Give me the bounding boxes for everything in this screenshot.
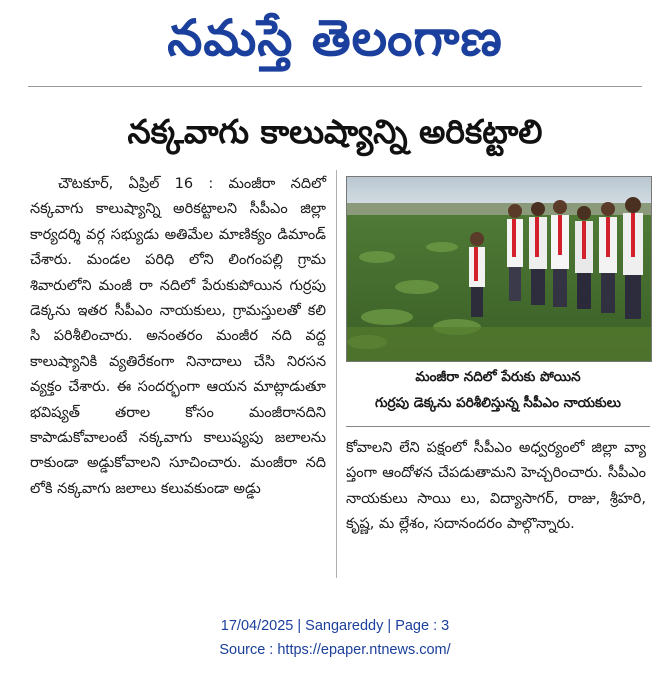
column-divider: [336, 170, 337, 578]
caption-line: గుర్రపు డెక్కను పరిశీలిస్తున్న సీపీఎం నాయకులు: [375, 395, 621, 411]
photo-caption: [346, 364, 650, 427]
field-photo-illustration: [347, 177, 651, 361]
article-paragraph: చౌటకూర్, ఏప్రిల్ 16 : మంజీరా నదిలో నక్కవాగు కాలుష్యాన్ని అరికట్టాలని సీపీఎం జిల్లా కార్యదర్శి వర్గ సభ్యుడు అతిమేల మాణిక్యం డిమాండ్ చేశారు. మండల పరిధి లోని లింగంపల్లి గ్రామ శివారులోని మంజీ రా నదిలో పేరుకుపోయిన గుర్రపు డెక్కను ఇతర సీపీఎం నాయకులు, గ్రామస్తులతో కలి సి పరిశీలించారు. అనంతరం మంజీర నది వద్ద కాలుష్యానికి వ్యతిరేకంగా నినాదాలు చేసి నిరసన వ్యక్తం చేశారు. ఈ సందర్భంగా ఆయన మాట్లాడుతూ భవిష్యత్ తరాల కోసం మంజీరానదిని కాపాడుకోవాలంటే నక్కవాగు కాలుష్యపు జలాలను రాకుండా అడ్డుకోవాలని సూచించారు. మంజీరా నది లోకి నక్కవాగు జలాలు కలువకుండా అడ్డు: [30, 176, 326, 497]
article-paragraph: కోవాలని లేని పక్షంలో సీపీఎం అధ్వర్యంలో జిల్లా వ్యా ప్తంగా ఆందోళన చేపడుతామని హెచ్చరించారు. సీపీఎం నాయకులు సాయి లు, విద్యాసాగర్, రాజు, శ్రీహరి, కృష్ణ, మ ల్లేశం, సదానందరం పాల్గొన్నారు.: [346, 440, 646, 533]
page-footer: [0, 614, 670, 662]
newspaper-masthead: నమస్తే తెలంగాణ: [167, 9, 503, 67]
news-photo: [346, 176, 652, 362]
caption-line: మంజీరా నదిలో పేరుకు పోయిన: [415, 369, 581, 385]
edition-info: 17/04/2025 | Sangareddy | Page : 3: [220, 618, 450, 634]
article-body-left: [30, 172, 326, 502]
article-body-right: [346, 436, 646, 538]
source-link[interactable]: Source : https://epaper.ntnews.com/: [219, 642, 451, 658]
divider: [28, 86, 642, 87]
article-headline: నక్కవాగు కాలుష్యాన్ని అరికట్టాలి: [127, 112, 543, 151]
